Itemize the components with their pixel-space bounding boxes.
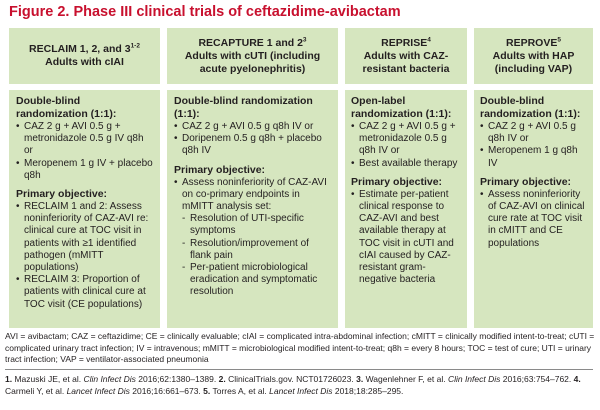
endpoint-item: - Resolution of UTI-specific symptoms xyxy=(174,213,331,237)
endpoint-item: - Per-patient microbiological eradication and symptomatic resolution xyxy=(174,262,331,299)
design-title: Double-blind randomization (1:1): xyxy=(480,95,581,120)
design-section xyxy=(351,95,463,170)
design-title: Double-blind randomization (1:1): xyxy=(16,95,117,120)
design-section xyxy=(480,95,589,170)
objective-item: • Estimate per-patient clinical response to CAZ-AVI and best available therapy at TOC visit in cUTI and cIAI caused by CAZ-resistant gram-negative bacteria xyxy=(351,189,463,287)
trial-header xyxy=(345,28,467,84)
abbreviations-footnote: AVI = avibactam; CAZ = ceftazidime; CE = clinically evaluable; cIAI = complicated intra-abdominal infection; cMITT = clinically modified intent-to-treat; cUTI = complicated urinary tract infection; IV = intravenous; mMITT = microbiological modified intent-to-treat; q8h = every 8 hours; TOC = test of cure; UTI = urinary tract infection; VAP = ventilator-associated pneumonia xyxy=(5,331,595,364)
design-section xyxy=(16,95,153,182)
trial-header xyxy=(474,28,593,84)
reference-item: 3. Wagenlehner F, et al. Clin Infect Dis 2016;63:754–762. xyxy=(356,374,574,384)
trial-population: Adults with HAP (including VAP) xyxy=(492,49,575,75)
endpoint-item: - Resolution/improvement of flank pain xyxy=(174,238,331,262)
reference-item: 1. Mazuski JE, et al. Clin Infect Dis 2016;62:1380–1389. xyxy=(5,374,219,384)
objective-section xyxy=(480,176,589,250)
objective-item: • Assess noninferiority of CAZ-AVI on clinical cure rate at TOC visit in cMITT and CE populations xyxy=(480,189,589,250)
trial-column-recapture xyxy=(167,28,338,328)
arm-list xyxy=(174,121,331,158)
objective-title: Primary objective: xyxy=(174,163,266,176)
objective-title: Primary objective: xyxy=(16,188,108,201)
references xyxy=(5,374,595,397)
trial-name: REPRISE xyxy=(381,36,428,49)
trial-column-reclaim xyxy=(9,28,160,328)
arm-item: • CAZ 2 g + AVI 0.5 g + metronidazole 0.5 g IV q8h or xyxy=(16,121,153,158)
arm-list xyxy=(351,121,463,170)
objective-item: • RECLAIM 3: Proportion of patients with clinical cure at TOC visit (CE populations) xyxy=(16,274,153,311)
trial-name: RECAPTURE 1 and 2 xyxy=(198,36,303,49)
footnote-divider xyxy=(5,369,593,370)
arm-item: • CAZ 2 g + AVI 0.5 g q8h IV or xyxy=(174,121,331,133)
objective-list xyxy=(174,177,331,214)
reference-item: 5. Torres A, et al. Lancet Infect Dis 2018;18:285–295. xyxy=(203,385,404,396)
trial-ref-sup: 1-2 xyxy=(130,42,140,50)
objective-section xyxy=(351,176,463,287)
trial-population: Adults with cIAI xyxy=(45,56,124,68)
objective-item: • Assess noninferiority of CAZ-AVI on co-primary endpoints in mMITT analysis set: xyxy=(174,177,331,214)
reference-item: 2. ClinicalTrials.gov. NCT01726023. xyxy=(218,374,357,384)
design-title: Double-blind randomization (1:1): xyxy=(174,95,313,120)
reference-journal: Lancet Infect Dis xyxy=(269,385,333,396)
trial-header xyxy=(167,28,338,84)
trial-name: RECLAIM 1, 2, and 3 xyxy=(29,43,131,55)
arm-item: • Best available therapy xyxy=(351,158,463,170)
trial-ref-sup: 4 xyxy=(427,36,431,43)
design-section xyxy=(174,95,331,158)
trial-header xyxy=(9,28,160,84)
reference-number: 5. xyxy=(203,385,211,396)
trial-body xyxy=(345,90,467,328)
reference-number: 2. xyxy=(218,374,226,384)
endpoint-list xyxy=(174,213,331,298)
objective-section xyxy=(174,164,331,299)
reference-item: 4. Carmeli Y, et al. Lancet Infect Dis 2016;16:661–673. xyxy=(5,374,581,396)
trial-population: Adults with cUTI (including acute pyelonephritis) xyxy=(184,49,321,75)
objective-item: • RECLAIM 1 and 2: Assess noninferiority of CAZ-AVI re: clinical cure at TOC visit in patients with ≥1 identified pathogen (mMITT populations) xyxy=(16,201,153,274)
objective-title: Primary objective: xyxy=(351,175,443,188)
arm-item: • Meropenem 1 g IV + placebo q8h xyxy=(16,158,153,182)
arm-item: • Doripenem 0.5 g q8h + placebo q8h IV xyxy=(174,133,331,157)
trial-columns xyxy=(9,28,593,328)
trial-name: REPROVE xyxy=(506,36,558,49)
objective-title: Primary objective: xyxy=(480,175,572,188)
trial-ref-sup: 5 xyxy=(557,36,561,43)
arm-item: • CAZ 2 g + AVI 0.5 g q8h IV or xyxy=(480,121,589,145)
trial-ref-sup: 3 xyxy=(302,36,307,43)
design-title: Open-label randomization (1:1): xyxy=(351,95,452,120)
trial-body xyxy=(474,90,593,328)
trial-column-reprove xyxy=(474,28,593,328)
reference-number: 4. xyxy=(573,374,581,384)
arm-list xyxy=(480,121,589,170)
trial-body xyxy=(167,90,338,328)
reference-journal: Clin Infect Dis xyxy=(83,374,136,384)
arm-item: • CAZ 2 g + AVI 0.5 g + metronidazole 0.5 g q8h IV or xyxy=(351,121,463,158)
reference-journal: Lancet Infect Dis xyxy=(66,385,130,396)
objective-list xyxy=(351,189,463,287)
reference-number: 3. xyxy=(356,374,364,384)
arm-item: • Meropenem 1 g q8h IV xyxy=(480,145,589,169)
figure-title: Figure 2. Phase III clinical trials of ceftazidime-avibactam xyxy=(9,4,401,20)
trial-column-reprise xyxy=(345,28,467,328)
trial-body xyxy=(9,90,160,328)
trial-population: Adults with CAZ-resistant bacteria xyxy=(362,49,450,75)
reference-number: 1. xyxy=(5,374,13,384)
objective-list xyxy=(480,189,589,250)
reference-journal: Clin Infect Dis xyxy=(447,374,501,384)
arm-list xyxy=(16,121,153,182)
objective-list xyxy=(16,201,153,311)
objective-section xyxy=(16,188,153,311)
